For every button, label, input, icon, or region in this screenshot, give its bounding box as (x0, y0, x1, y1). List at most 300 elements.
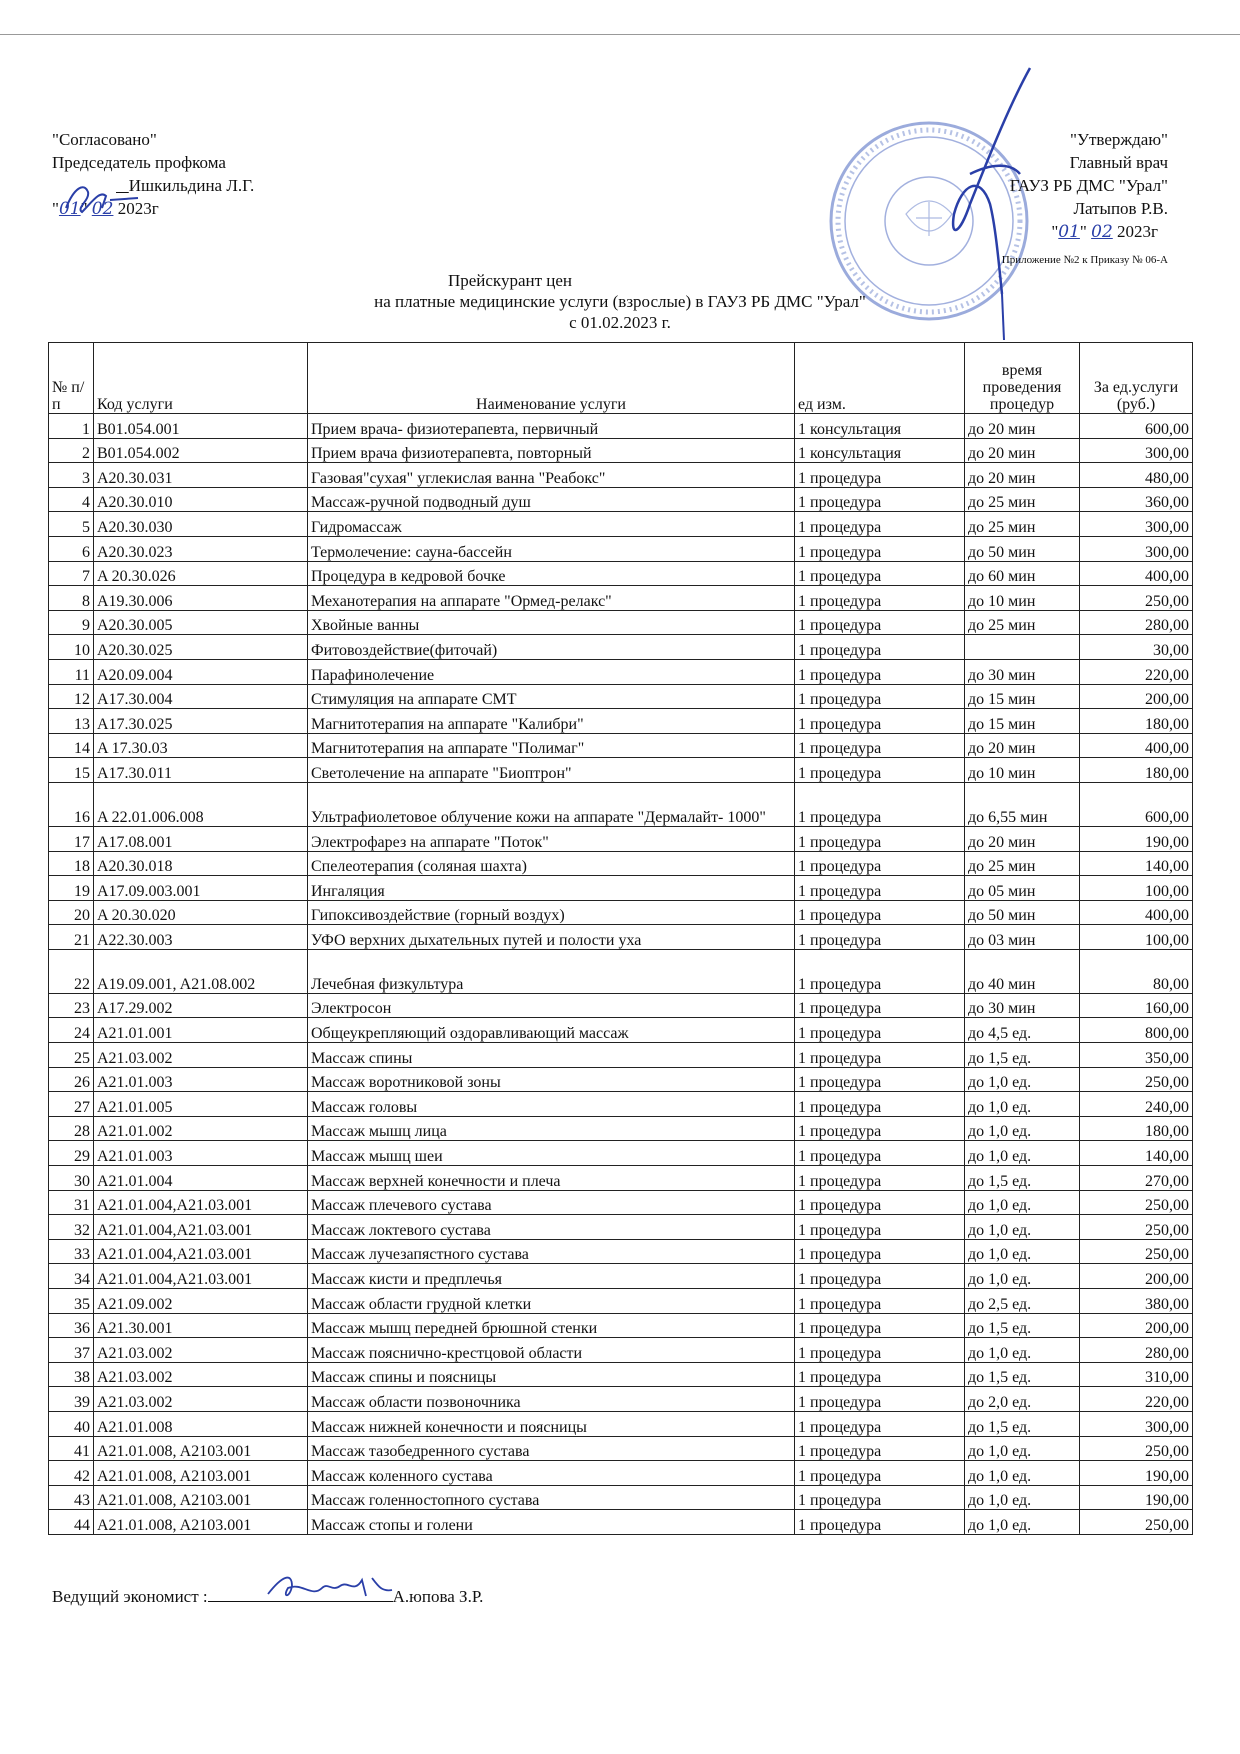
cell-price: 270,00 (1080, 1166, 1193, 1191)
cell-no: 40 (49, 1411, 94, 1436)
cell-unit: 1 процедура (795, 1485, 965, 1510)
cell-unit: 1 процедура (795, 826, 965, 851)
header-name: Наименование услуги (308, 343, 795, 414)
header-code: Код услуги (94, 343, 308, 414)
cell-price: 190,00 (1080, 826, 1193, 851)
cell-name: Массаж мышц лица (308, 1116, 795, 1141)
cell-no: 10 (49, 635, 94, 660)
cell-name: Массаж-ручной подводный душ (308, 487, 795, 512)
cell-code: A21.01.008, A2103.001 (94, 1436, 308, 1461)
cell-no: 8 (49, 586, 94, 611)
table-row (49, 684, 1193, 709)
cell-code: A21.01.004,A21.03.001 (94, 1215, 308, 1240)
cell-unit: 1 процедура (795, 1289, 965, 1314)
cell-code: A20.30.023 (94, 536, 308, 561)
table-row (49, 1461, 1193, 1486)
table-row (49, 925, 1193, 950)
table-row (49, 1387, 1193, 1412)
approval-left-date-day: 01 (58, 199, 81, 219)
table-row (49, 536, 1193, 561)
cell-no: 29 (49, 1141, 94, 1166)
cell-code: A17.29.002 (94, 993, 308, 1018)
cell-price: 600,00 (1080, 782, 1193, 826)
cell-price: 250,00 (1080, 586, 1193, 611)
cell-time: до 1,0 ед. (965, 1461, 1080, 1486)
cell-time: до 20 мин (965, 414, 1080, 439)
cell-price: 400,00 (1080, 900, 1193, 925)
cell-unit: 1 процедура (795, 733, 965, 758)
header-unit: ед изм. (795, 343, 965, 414)
cell-code: A 20.30.020 (94, 900, 308, 925)
cell-unit: 1 процедура (795, 512, 965, 537)
cell-unit: 1 процедура (795, 1461, 965, 1486)
cell-time: до 1,0 ед. (965, 1092, 1080, 1117)
cell-code: A20.09.004 (94, 659, 308, 684)
cell-name: Массаж области позвоночника (308, 1387, 795, 1412)
cell-no: 39 (49, 1387, 94, 1412)
cell-no: 23 (49, 993, 94, 1018)
footer-name: А.юпова З.Р. (392, 1587, 484, 1606)
cell-name: Массаж пояснично-крестцовой области (308, 1338, 795, 1363)
cell-price: 380,00 (1080, 1289, 1193, 1314)
cell-name: Массаж тазобедренного сустава (308, 1436, 795, 1461)
table-row (49, 876, 1193, 901)
cell-price: 350,00 (1080, 1043, 1193, 1068)
cell-unit: 1 процедура (795, 1313, 965, 1338)
cell-price: 250,00 (1080, 1190, 1193, 1215)
cell-time: до 03 мин (965, 925, 1080, 950)
table-row (49, 1485, 1193, 1510)
cell-time: до 2,5 ед. (965, 1289, 1080, 1314)
document-title (0, 270, 1240, 333)
cell-name: Магнитотерапия на аппарате "Полимаг" (308, 733, 795, 758)
cell-time: до 20 мин (965, 438, 1080, 463)
cell-time: до 30 мин (965, 993, 1080, 1018)
cell-no: 11 (49, 659, 94, 684)
cell-time: до 4,5 ед. (965, 1018, 1080, 1043)
cell-price: 480,00 (1080, 463, 1193, 488)
approval-left-date-year: 2023г (117, 199, 159, 218)
cell-code: A19.30.006 (94, 586, 308, 611)
cell-code: A 17.30.03 (94, 733, 308, 758)
cell-time: до 15 мин (965, 709, 1080, 734)
table-row (49, 1289, 1193, 1314)
cell-no: 2 (49, 438, 94, 463)
table-row (49, 1264, 1193, 1289)
cell-time (965, 635, 1080, 660)
cell-no: 24 (49, 1018, 94, 1043)
approval-right-heading: "Утверждаю" (1070, 130, 1168, 149)
cell-code: A21.30.001 (94, 1313, 308, 1338)
cell-no: 17 (49, 826, 94, 851)
cell-name: Массаж плечевого сустава (308, 1190, 795, 1215)
cell-code: A17.08.001 (94, 826, 308, 851)
price-table (48, 342, 1193, 1535)
table-row (49, 1239, 1193, 1264)
cell-name: Стимуляция на аппарате СМТ (308, 684, 795, 709)
cell-unit: 1 процедура (795, 1166, 965, 1191)
cell-no: 19 (49, 876, 94, 901)
cell-unit: 1 процедура (795, 610, 965, 635)
cell-name: Механотерапия на аппарате "Ормед-релакс" (308, 586, 795, 611)
approval-right-date: "01" 02 2023г (1051, 222, 1158, 242)
cell-no: 42 (49, 1461, 94, 1486)
price-table-body (49, 414, 1193, 1535)
cell-code: A21.03.002 (94, 1338, 308, 1363)
cell-name: Гидромассаж (308, 512, 795, 537)
cell-time: до 1,0 ед. (965, 1215, 1080, 1240)
cell-no: 25 (49, 1043, 94, 1068)
cell-name: Электросон (308, 993, 795, 1018)
cell-time: до 1,0 ед. (965, 1338, 1080, 1363)
cell-unit: 1 процедура (795, 758, 965, 783)
cell-price: 360,00 (1080, 487, 1193, 512)
cell-name: Ингаляция (308, 876, 795, 901)
cell-no: 13 (49, 709, 94, 734)
cell-price: 80,00 (1080, 949, 1193, 993)
cell-time: до 25 мин (965, 487, 1080, 512)
cell-code: A17.30.004 (94, 684, 308, 709)
cell-no: 5 (49, 512, 94, 537)
cell-name: Массаж коленного сустава (308, 1461, 795, 1486)
cell-code: A21.01.004,A21.03.001 (94, 1264, 308, 1289)
cell-unit: 1 процедура (795, 635, 965, 660)
cell-unit: 1 процедура (795, 1018, 965, 1043)
cell-unit: 1 процедура (795, 709, 965, 734)
cell-name: Светолечение на аппарате "Биоптрон" (308, 758, 795, 783)
cell-name: Массаж мышц передней брюшной стенки (308, 1313, 795, 1338)
cell-code: A20.30.018 (94, 851, 308, 876)
cell-unit: 1 процедура (795, 1387, 965, 1412)
cell-unit: 1 процедура (795, 487, 965, 512)
cell-time: до 6,55 мин (965, 782, 1080, 826)
table-row (49, 949, 1193, 993)
cell-name: Массаж спины (308, 1043, 795, 1068)
cell-price: 180,00 (1080, 1116, 1193, 1141)
approval-right-role: Главный врач (1069, 153, 1168, 172)
cell-time: до 1,0 ед. (965, 1067, 1080, 1092)
cell-code: A20.30.010 (94, 487, 308, 512)
cell-code: A21.01.003 (94, 1141, 308, 1166)
table-row (49, 561, 1193, 586)
table-row (49, 900, 1193, 925)
cell-time: до 1,5 ед. (965, 1411, 1080, 1436)
cell-code: A21.03.002 (94, 1362, 308, 1387)
cell-no: 18 (49, 851, 94, 876)
cell-time: до 25 мин (965, 512, 1080, 537)
cell-code: A21.01.004,A21.03.001 (94, 1190, 308, 1215)
cell-name: Гипоксивоздействие (горный воздух) (308, 900, 795, 925)
cell-price: 200,00 (1080, 684, 1193, 709)
cell-price: 100,00 (1080, 876, 1193, 901)
table-row (49, 993, 1193, 1018)
cell-name: Спелеотерапия (соляная шахта) (308, 851, 795, 876)
cell-price: 280,00 (1080, 1338, 1193, 1363)
cell-price: 300,00 (1080, 512, 1193, 537)
cell-unit: 1 процедура (795, 586, 965, 611)
cell-name: Прием врача физиотерапевта, повторный (308, 438, 795, 463)
cell-code: A19.09.001, A21.08.002 (94, 949, 308, 993)
cell-price: 250,00 (1080, 1436, 1193, 1461)
cell-name: УФО верхних дыхательных путей и полости уха (308, 925, 795, 950)
table-row (49, 512, 1193, 537)
cell-no: 20 (49, 900, 94, 925)
cell-name: Процедура в кедровой бочке (308, 561, 795, 586)
cell-name: Массаж кисти и предплечья (308, 1264, 795, 1289)
cell-code: A21.09.002 (94, 1289, 308, 1314)
cell-code: B01.054.002 (94, 438, 308, 463)
cell-name: Лечебная физкультура (308, 949, 795, 993)
cell-name: Фитовоздействие(фиточай) (308, 635, 795, 660)
cell-no: 6 (49, 536, 94, 561)
cell-unit: 1 процедура (795, 1067, 965, 1092)
cell-code: A20.30.005 (94, 610, 308, 635)
header-no: № п/п (49, 343, 94, 414)
cell-price: 220,00 (1080, 659, 1193, 684)
approval-left-date-month: 02 (91, 199, 114, 219)
table-row (49, 1436, 1193, 1461)
table-row (49, 1043, 1193, 1068)
approval-right-date-year: 2023г (1117, 222, 1158, 241)
cell-price: 190,00 (1080, 1485, 1193, 1510)
cell-unit: 1 процедура (795, 900, 965, 925)
cell-unit: 1 процедура (795, 782, 965, 826)
cell-price: 180,00 (1080, 709, 1193, 734)
table-row (49, 1092, 1193, 1117)
cell-no: 26 (49, 1067, 94, 1092)
cell-unit: 1 процедура (795, 1411, 965, 1436)
cell-time: до 1,0 ед. (965, 1264, 1080, 1289)
cell-code: A21.01.008, A2103.001 (94, 1461, 308, 1486)
cell-price: 300,00 (1080, 438, 1193, 463)
cell-no: 1 (49, 414, 94, 439)
cell-price: 600,00 (1080, 414, 1193, 439)
table-row (49, 610, 1193, 635)
cell-unit: 1 процедура (795, 1510, 965, 1535)
cell-unit: 1 процедура (795, 993, 965, 1018)
cell-price: 100,00 (1080, 925, 1193, 950)
table-row (49, 1510, 1193, 1535)
approval-right-date-day: 01 (1058, 222, 1080, 242)
cell-code: A21.03.002 (94, 1387, 308, 1412)
cell-time: до 1,0 ед. (965, 1485, 1080, 1510)
table-row (49, 635, 1193, 660)
cell-no: 38 (49, 1362, 94, 1387)
approval-left-role: Председатель профкома (52, 153, 226, 172)
cell-unit: 1 процедура (795, 659, 965, 684)
cell-unit: 1 консультация (795, 438, 965, 463)
header-time: время проведения процедур (965, 343, 1080, 414)
title-line-1: Прейскурант цен (447, 271, 573, 290)
cell-unit: 1 процедура (795, 1362, 965, 1387)
cell-unit: 1 процедура (795, 684, 965, 709)
cell-code: A21.01.001 (94, 1018, 308, 1043)
cell-time: до 20 мин (965, 733, 1080, 758)
cell-time: до 1,0 ед. (965, 1436, 1080, 1461)
cell-no: 36 (49, 1313, 94, 1338)
cell-no: 34 (49, 1264, 94, 1289)
cell-name: Массаж головы (308, 1092, 795, 1117)
cell-time: до 1,5 ед. (965, 1043, 1080, 1068)
cell-price: 400,00 (1080, 561, 1193, 586)
cell-price: 250,00 (1080, 1239, 1193, 1264)
cell-time: до 20 мин (965, 463, 1080, 488)
cell-code: A20.30.031 (94, 463, 308, 488)
cell-unit: 1 процедура (795, 1264, 965, 1289)
approval-right-date-month: 02 (1091, 222, 1113, 242)
approval-left-date: "01" 02 2023г (52, 199, 159, 219)
cell-unit: 1 процедура (795, 1239, 965, 1264)
cell-unit: 1 процедура (795, 1141, 965, 1166)
table-row (49, 414, 1193, 439)
cell-time: до 1,0 ед. (965, 1510, 1080, 1535)
cell-code: A21.01.002 (94, 1116, 308, 1141)
cell-name: Хвойные ванны (308, 610, 795, 635)
cell-time: до 1,0 ед. (965, 1190, 1080, 1215)
cell-time: до 15 мин (965, 684, 1080, 709)
table-row (49, 1338, 1193, 1363)
cell-name: Массаж верхней конечности и плеча (308, 1166, 795, 1191)
cell-unit: 1 процедура (795, 1338, 965, 1363)
cell-name: Магнитотерапия на аппарате "Калибри" (308, 709, 795, 734)
approval-right-block (1010, 128, 1168, 244)
cell-name: Прием врача- физиотерапевта, первичный (308, 414, 795, 439)
table-header-row (49, 343, 1193, 414)
cell-time: до 1,0 ед. (965, 1116, 1080, 1141)
cell-name: Массаж стопы и голени (308, 1510, 795, 1535)
cell-name: Газовая"сухая" углекислая ванна "Реабокс" (308, 463, 795, 488)
cell-time: до 1,5 ед. (965, 1362, 1080, 1387)
cell-name: Электрофарез на аппарате "Поток" (308, 826, 795, 851)
scan-top-edge (0, 34, 1240, 35)
cell-no: 27 (49, 1092, 94, 1117)
table-row (49, 733, 1193, 758)
approval-right-org: ГАУЗ РБ ДМС "Урал" (1009, 176, 1168, 195)
cell-unit: 1 процедура (795, 1215, 965, 1240)
cell-price: 250,00 (1080, 1067, 1193, 1092)
table-row (49, 709, 1193, 734)
cell-name: Массаж воротниковой зоны (308, 1067, 795, 1092)
header-price: За ед.услуги (руб.) (1080, 343, 1193, 414)
cell-code: A21.01.003 (94, 1067, 308, 1092)
cell-name: Массаж спины и поясницы (308, 1362, 795, 1387)
cell-time: до 05 мин (965, 876, 1080, 901)
cell-price: 300,00 (1080, 536, 1193, 561)
cell-name: Термолечение: сауна-бассейн (308, 536, 795, 561)
cell-no: 31 (49, 1190, 94, 1215)
cell-price: 400,00 (1080, 733, 1193, 758)
cell-price: 180,00 (1080, 758, 1193, 783)
cell-no: 22 (49, 949, 94, 993)
cell-unit: 1 процедура (795, 1092, 965, 1117)
cell-price: 310,00 (1080, 1362, 1193, 1387)
title-line-3: с 01.02.2023 г. (569, 313, 671, 332)
signature-footer (262, 1568, 412, 1604)
cell-name: Массаж мышц шеи (308, 1141, 795, 1166)
cell-unit: 1 процедура (795, 1043, 965, 1068)
cell-time: до 60 мин (965, 561, 1080, 586)
cell-no: 30 (49, 1166, 94, 1191)
cell-unit: 1 процедура (795, 1436, 965, 1461)
cell-price: 300,00 (1080, 1411, 1193, 1436)
cell-no: 7 (49, 561, 94, 586)
cell-no: 21 (49, 925, 94, 950)
cell-no: 33 (49, 1239, 94, 1264)
cell-no: 43 (49, 1485, 94, 1510)
cell-no: 37 (49, 1338, 94, 1363)
table-row (49, 758, 1193, 783)
table-row (49, 1215, 1193, 1240)
cell-code: A17.30.011 (94, 758, 308, 783)
cell-code: A21.01.008, A2103.001 (94, 1485, 308, 1510)
title-line-2: на платные медицинские услуги (взрослые) в ГАУЗ РБ ДМС "Урал" (374, 292, 866, 311)
cell-price: 200,00 (1080, 1313, 1193, 1338)
cell-time: до 50 мин (965, 536, 1080, 561)
cell-no: 12 (49, 684, 94, 709)
cell-name: Массаж локтевого сустава (308, 1215, 795, 1240)
cell-code: B01.054.001 (94, 414, 308, 439)
cell-name: Ультрафиолетовое облучение кожи на аппарате "Дермалайт- 1000" (308, 782, 795, 826)
cell-price: 280,00 (1080, 610, 1193, 635)
cell-time: до 40 мин (965, 949, 1080, 993)
cell-code: A22.30.003 (94, 925, 308, 950)
cell-code: A21.01.008 (94, 1411, 308, 1436)
approval-left-name: Ишкильдина Л.Г. (128, 176, 255, 195)
cell-price: 220,00 (1080, 1387, 1193, 1412)
cell-price: 800,00 (1080, 1018, 1193, 1043)
annex-note: Приложение №2 к Приказу № 06-А (1001, 254, 1168, 266)
table-row (49, 1411, 1193, 1436)
cell-code: A21.01.005 (94, 1092, 308, 1117)
cell-code: A 22.01.006.008 (94, 782, 308, 826)
cell-no: 4 (49, 487, 94, 512)
table-row (49, 659, 1193, 684)
cell-time: до 1,5 ед. (965, 1313, 1080, 1338)
table-row (49, 487, 1193, 512)
cell-no: 35 (49, 1289, 94, 1314)
table-row (49, 851, 1193, 876)
cell-unit: 1 процедура (795, 925, 965, 950)
cell-no: 3 (49, 463, 94, 488)
cell-time: до 1,5 ед. (965, 1166, 1080, 1191)
cell-code: A21.03.002 (94, 1043, 308, 1068)
table-row (49, 782, 1193, 826)
cell-price: 190,00 (1080, 1461, 1193, 1486)
cell-price: 250,00 (1080, 1510, 1193, 1535)
cell-no: 14 (49, 733, 94, 758)
table-row (49, 1018, 1193, 1043)
cell-name: Массаж нижней конечности и поясницы (308, 1411, 795, 1436)
cell-unit: 1 процедура (795, 561, 965, 586)
table-row (49, 1313, 1193, 1338)
cell-code: A20.30.025 (94, 635, 308, 660)
cell-no: 16 (49, 782, 94, 826)
cell-no: 15 (49, 758, 94, 783)
cell-no: 41 (49, 1436, 94, 1461)
cell-time: до 25 мин (965, 851, 1080, 876)
cell-no: 28 (49, 1116, 94, 1141)
cell-code: A17.30.025 (94, 709, 308, 734)
cell-code: A 20.30.026 (94, 561, 308, 586)
footer-role: Ведущий экономист : (52, 1587, 208, 1606)
cell-unit: 1 процедура (795, 1116, 965, 1141)
cell-time: до 10 мин (965, 586, 1080, 611)
table-row (49, 1141, 1193, 1166)
cell-price: 250,00 (1080, 1215, 1193, 1240)
signature-left (62, 178, 142, 218)
cell-no: 32 (49, 1215, 94, 1240)
table-row (49, 463, 1193, 488)
